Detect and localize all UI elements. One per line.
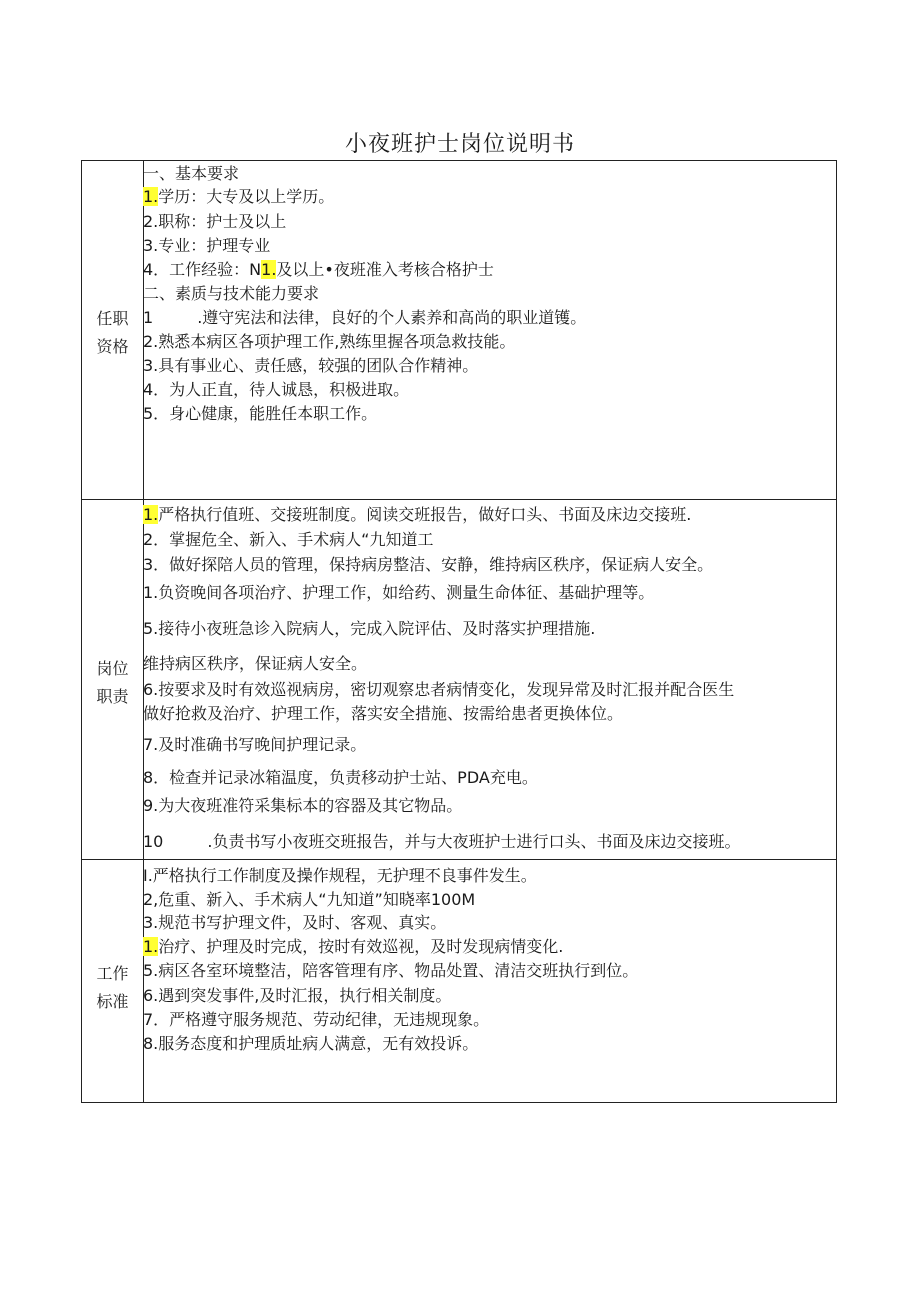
- section-2-line: [143, 619, 595, 639]
- line-text: 2.职称：护士及以上: [143, 212, 287, 231]
- line-text: 3.专业：护理专业: [143, 236, 271, 255]
- section-2-line: [143, 680, 734, 700]
- line-text: 二、素质与技术能力要求: [143, 284, 320, 303]
- section-3-line: [143, 913, 446, 933]
- section-2-line: [143, 654, 367, 674]
- line-text: 6.遇到突发事件,及时汇报，执行相关制度。: [143, 986, 452, 1005]
- line-text: 治疗、护理及时完成，按时有效巡视，及时发现病情变化.: [158, 937, 564, 956]
- line-text: 5.接待小夜班急诊入院病人，完成入院评估、及时落实护理措施.: [143, 619, 596, 638]
- section-label-duties: 岗位 职责: [96, 659, 129, 706]
- section-2-line: [143, 735, 366, 755]
- item-number: 1: [143, 308, 154, 327]
- page-title: 小夜班护士岗位说明书: [344, 132, 575, 157]
- section-3-line: [143, 1034, 478, 1054]
- line-text: 及以上•夜班准入考核合格护士: [276, 260, 494, 279]
- line-text: 8.服务态度和护理质址病人满意，无有效投诉。: [143, 1034, 479, 1053]
- highlighted-number: 1.: [143, 187, 159, 206]
- row-divider: [82, 499, 836, 500]
- section-1-line: [143, 404, 377, 424]
- line-text: 8．检查并记录冰箱温度，负责移动护士站、PDA充电。: [143, 768, 538, 787]
- section-2-line: [143, 704, 623, 724]
- item-number: 10: [143, 832, 164, 851]
- section-3-line: [143, 1010, 489, 1030]
- section-3-line: [143, 986, 451, 1006]
- line-text: 一、基本要求: [143, 164, 240, 183]
- line-text: 3.规范书写护理文件，及时、客观、真实。: [143, 913, 447, 932]
- section-3-line: [143, 890, 475, 910]
- line-text: 维持病区秩序，保证病人安全。: [143, 654, 368, 673]
- line-text: 5.病区各室环境整洁，陪客管理有序、物品处置、清洁交班执行到位。: [143, 961, 639, 980]
- line-text: .遵守宪法和法律，良好的个人素养和高尚的职业道镬。: [197, 308, 587, 327]
- highlighted-number: 1.: [261, 260, 277, 279]
- section-label-qualifications: 任职 资格: [96, 309, 129, 356]
- section-2-line: [143, 832, 740, 852]
- section-1-line: [143, 236, 270, 256]
- section-2-line: [143, 583, 654, 603]
- line-text: 7．严格遵守服务规范、劳动纪律，无违规现象。: [143, 1010, 490, 1029]
- section-1-line: [143, 380, 409, 400]
- line-text: 3.具有事业心、责任感，较强的团队合作精神。: [143, 356, 479, 375]
- line-text: .负责书写小夜班交班报告，并与大夜班护士进行口头、书面及床边交接班。: [207, 832, 741, 851]
- section-2-line: [143, 768, 538, 788]
- section-label-standards: 工作 标准: [96, 964, 129, 1011]
- line-text: 2,危重、新入、手术病人“九知道”知晓率100M: [143, 890, 476, 909]
- line-text: 2．掌握危全、新入、手术病人“九知道工: [143, 530, 434, 549]
- section-1-line: [143, 356, 478, 376]
- section-2-line: [143, 530, 433, 550]
- line-text: 2.熟悉本病区各项护理工作,熟练里握各项急救技能。: [143, 332, 516, 351]
- line-text: 学历：大专及以上学历。: [158, 187, 335, 206]
- section-2-line: [143, 505, 691, 525]
- row-divider: [82, 859, 836, 860]
- section-1-line: [143, 332, 515, 352]
- section-1-line: [143, 164, 239, 184]
- line-text: 1.负资晚间各项治疗、护理工作，如给药、测量生命体征、基础护理等。: [143, 583, 655, 602]
- line-text: 7.及时准确书写晚间护理记录。: [143, 735, 367, 754]
- line-text: I.严格执行工作制度及操作规程，无护理不良事件发生。: [143, 866, 537, 885]
- line-text: 5．身心健康，能胜任本职工作。: [143, 404, 378, 423]
- section-1-line: [143, 284, 319, 304]
- line-prefix: 4．工作经验：N: [143, 260, 262, 279]
- section-2-line: [143, 555, 713, 575]
- line-text: 严格执行值班、交接班制度。阅读交班报告，做好口头、书面及床边交接班.: [158, 505, 692, 524]
- section-1-line: [143, 187, 334, 207]
- highlighted-number: 1.: [143, 505, 159, 524]
- section-3-line: [143, 937, 563, 957]
- line-text: 做好抢救及治疗、护理工作，落实安全措施、按需给患者更换体位。: [143, 704, 624, 723]
- section-3-line: [143, 866, 537, 886]
- line-text: 4．为人正直，待人诚恳，积极进取。: [143, 380, 410, 399]
- section-1-line: [143, 212, 286, 232]
- section-3-line: [143, 961, 638, 981]
- highlighted-number: 1.: [143, 937, 159, 956]
- line-text: 6.按要求及时有效巡视病房，密切观察忠者病情变化，发现异常及时汇报并配合医生: [143, 680, 735, 699]
- line-text: 3．做好探陪人员的管理，保持病房整洁、安静，维持病区秩序，保证病人安全。: [143, 555, 714, 574]
- section-2-line: [143, 796, 462, 816]
- section-1-line: [143, 308, 586, 328]
- line-text: 9.为大夜班准符采集标本的容器及其它物品。: [143, 796, 463, 815]
- section-1-line: [143, 260, 494, 280]
